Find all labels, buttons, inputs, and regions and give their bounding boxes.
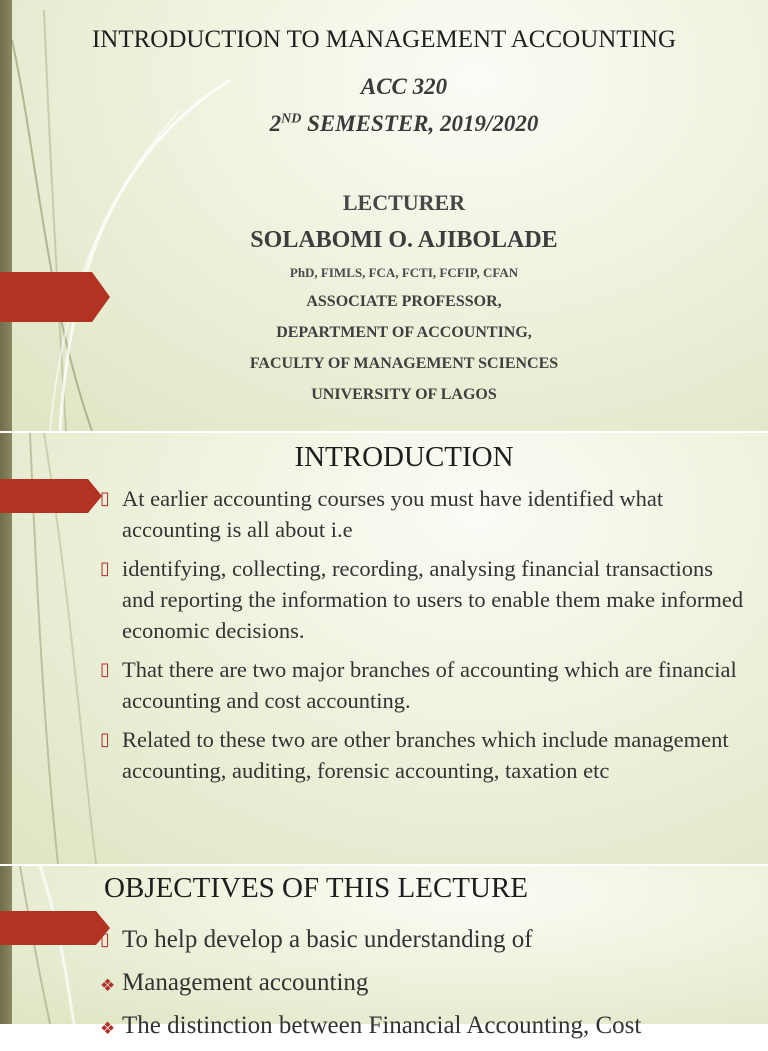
list-item [100,1008,750,1044]
bullet-text: To help develop a basic understanding of [122,926,533,953]
bullet-text: At earlier accounting courses you must have identified what accounting is all about i.e [122,486,664,542]
bullet-text: identifying, collecting, recording, analysing financial transactions and reporting the information to users to enable them make informed economic decisions. [122,556,744,643]
square-bullet-icon: ▯ [100,488,110,509]
slide-introduction [0,433,768,864]
slide-title [0,0,768,431]
bullet-list [100,922,750,1051]
course-code: ACC 320 [360,74,448,99]
lecturer-position: ASSOCIATE PROFESSOR, [306,293,502,310]
square-bullet-icon: ▯ [100,729,110,750]
lecturer-department: DEPARTMENT OF ACCOUNTING, [276,324,532,341]
lecturer-faculty: FACULTY OF MANAGEMENT SCIENCES [249,355,559,372]
slide-objectives [0,866,768,1039]
red-arrow-tab [0,479,104,513]
red-arrow-tab [0,911,112,945]
list-item [100,724,750,786]
lecturer-name: SOLABOMI O. AJIBOLADE [250,227,558,253]
lecturer-credentials: PhD, FIMLS, FCA, FCTI, FCFIP, CFAN [289,265,519,280]
section-title: OBJECTIVES OF THIS LECTURE [104,872,529,904]
square-bullet-icon: ▯ [100,558,110,579]
semester-text: SEMESTER, 2019/2020 [301,111,539,136]
list-item [100,922,750,958]
bullet-text: That there are two major branches of accounting which are financial accounting and cost accounting. [122,657,737,713]
semester [40,111,768,137]
semester-number: 2 [269,111,282,136]
list-item [100,654,750,716]
list-item [100,965,750,1001]
diamond-bullet-icon: ❖ [100,976,116,996]
bullet-text: Related to these two are other branches which include management accounting, auditing, forensic accounting, taxation etc [122,727,729,783]
page-title: INTRODUCTION TO MANAGEMENT ACCOUNTING [91,26,677,53]
list-item [100,553,750,646]
semester-ordinal: ND [281,111,302,127]
square-bullet-icon: ▯ [100,929,110,950]
diamond-bullet-icon: ❖ [100,1019,116,1039]
bullet-list [100,483,750,794]
bullet-text: Management accounting [122,969,369,996]
list-item [100,483,750,545]
square-bullet-icon: ▯ [100,659,110,680]
lecturer-university: UNIVERSITY OF LAGOS [311,386,497,403]
lecturer-heading: LECTURER [342,190,466,215]
section-title: INTRODUCTION [294,441,514,473]
bullet-text: The distinction between Financial Accounting, Cost [122,1012,642,1039]
